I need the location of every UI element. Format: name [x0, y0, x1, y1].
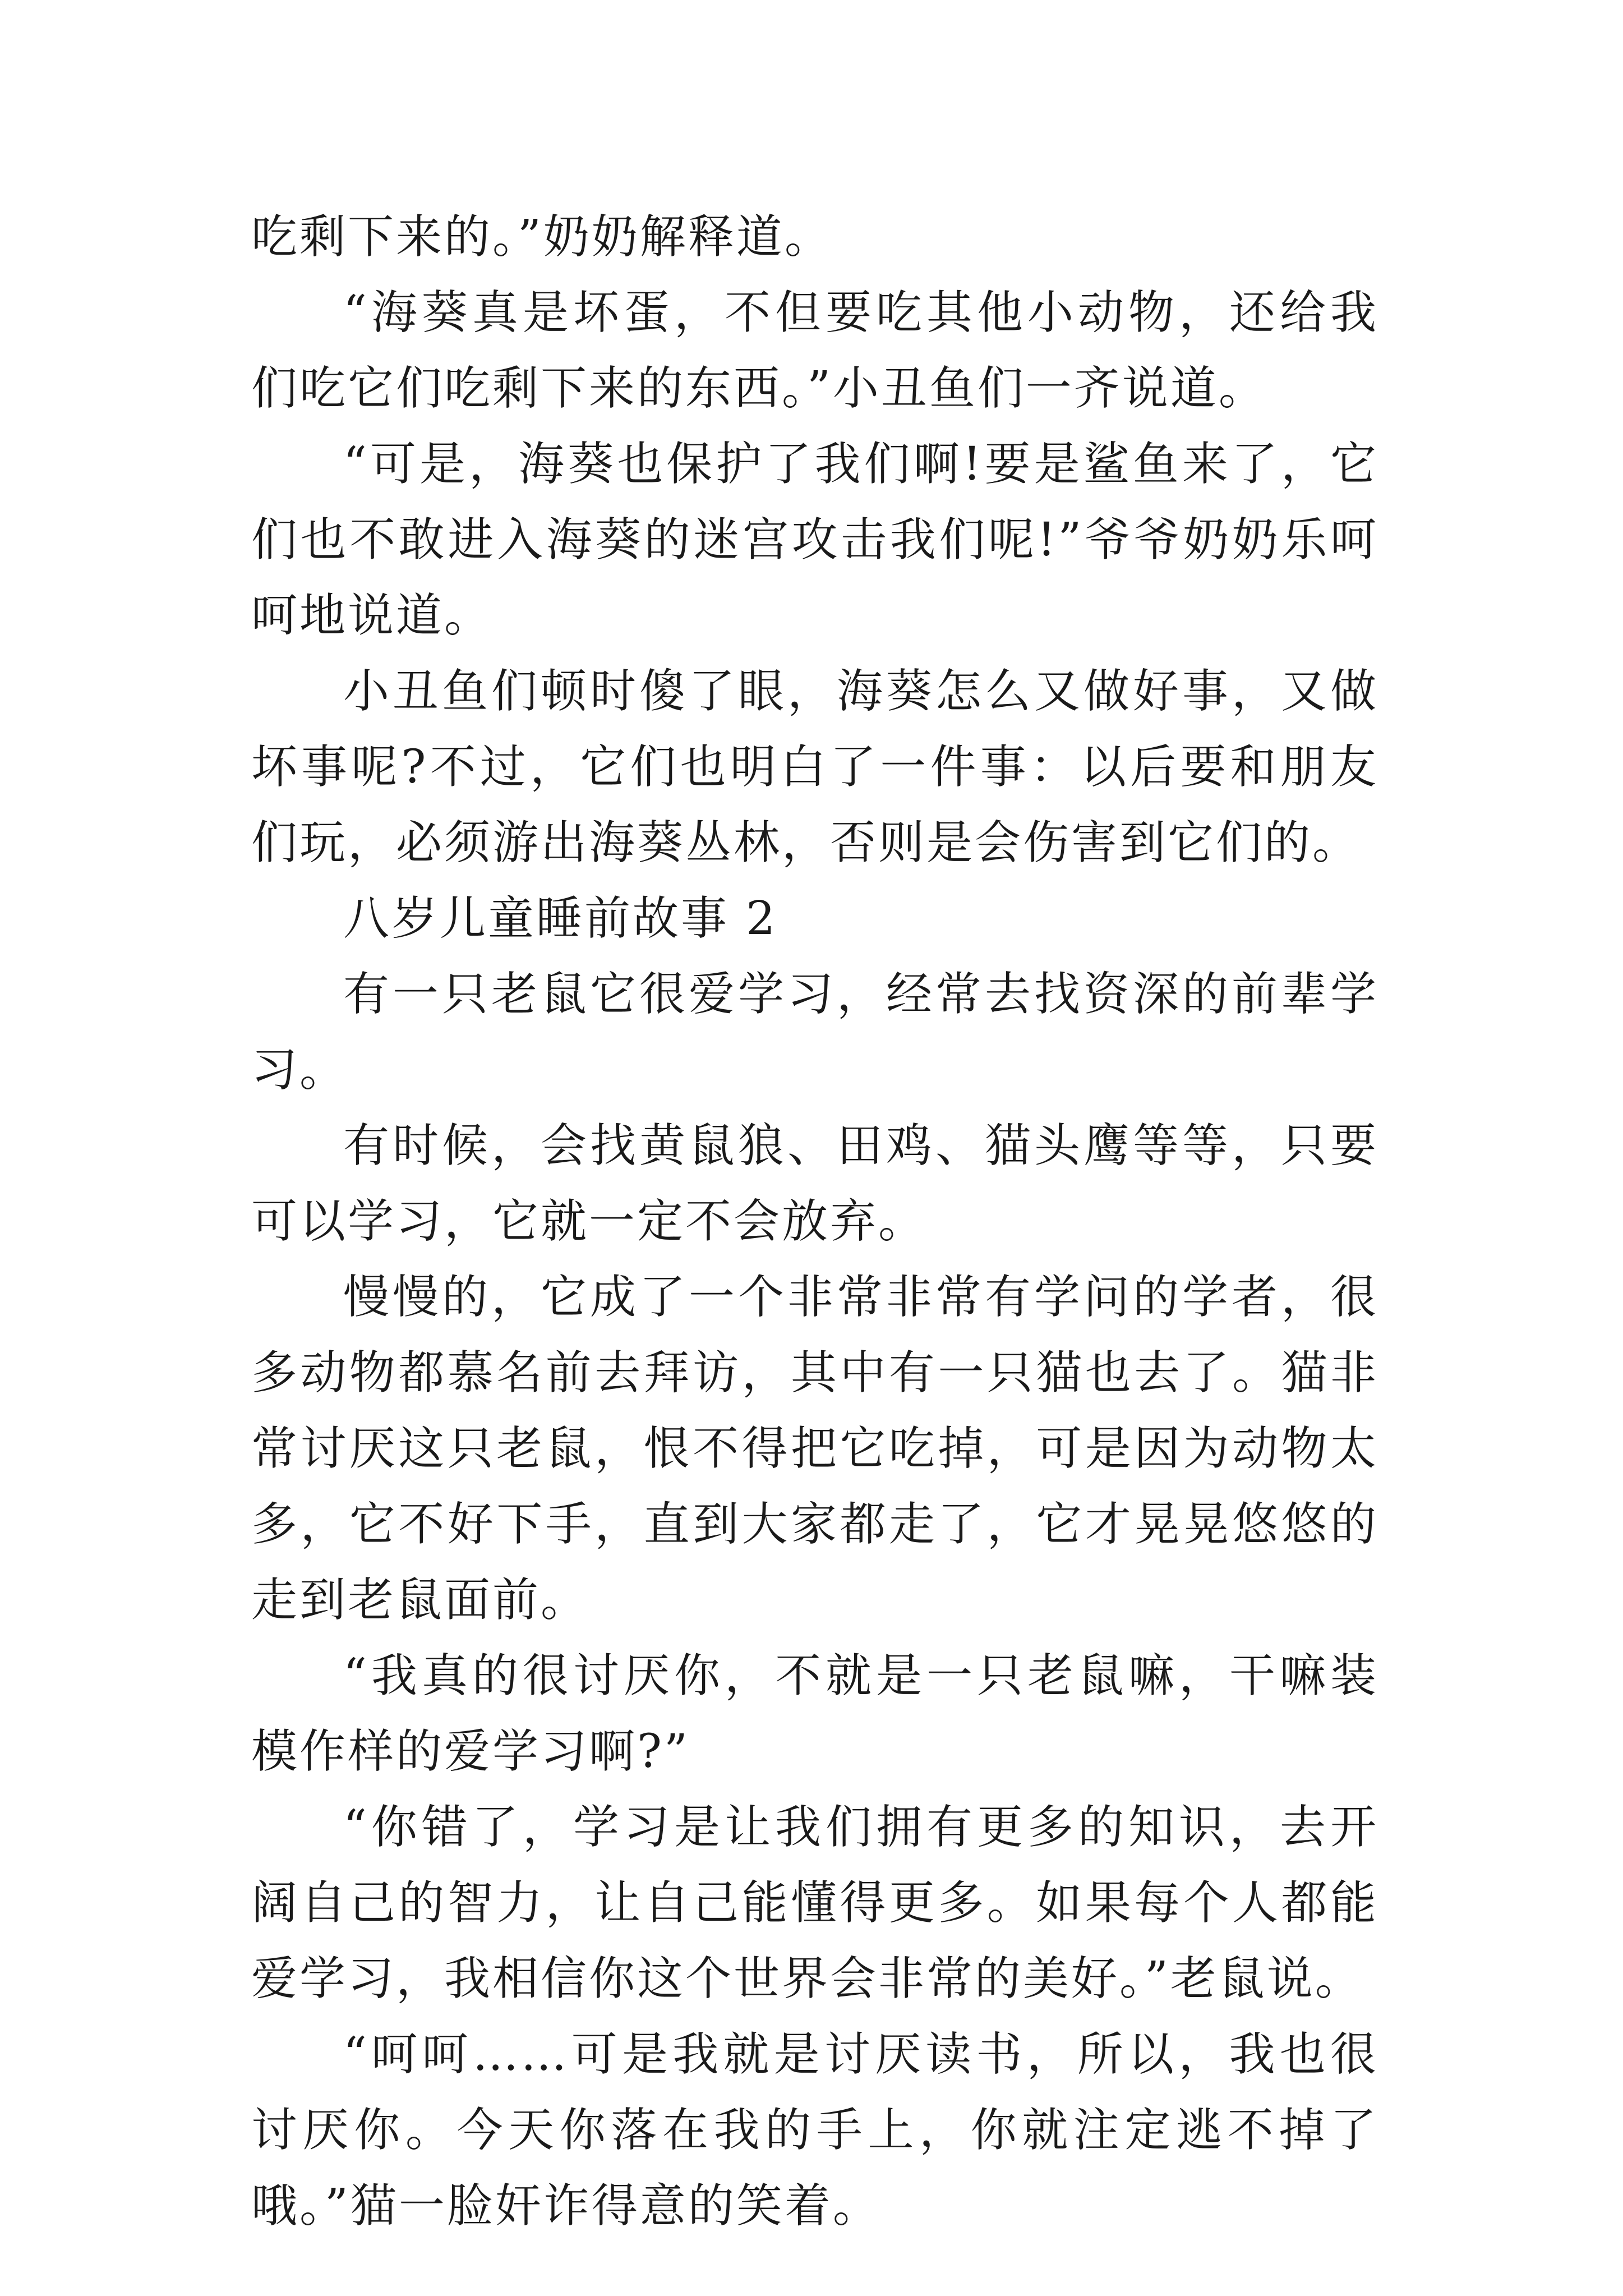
paragraph-cat-speaks: “我真的很讨厌你，不就是一只老鼠嘛，干嘛装模作样的爱学习啊?” [251, 1649, 1378, 1778]
paragraph-mouse-mentors: 有时候，会找黄鼠狼、田鸡、猫头鹰等等，只要可以学习，它就一定不会放弃。 [251, 1119, 1378, 1248]
paragraph-cat-visit: 慢慢的，它成了一个非常非常有学问的学者，很多动物都慕名前去拜访，其中有一只猫也去了。猫非常讨厌这只老鼠，恨不得把它吃掉，可是因为动物太多，它不好下手，直到大家都走了，它才晃晃悠悠的走到老鼠面前。 [251, 1271, 1378, 1627]
story-heading: 八岁儿童睡前故事 2 [343, 892, 778, 945]
paragraph-mouse-replies: “你错了，学习是让我们拥有更多的知识，去开阔自己的智力，让自己能懂得更多。如果每个人都能爱学习，我相信你这个世界会非常的美好。”老鼠说。 [251, 1801, 1378, 2005]
paragraph-clownfish-complain: “海葵真是坏蛋，不但要吃其他小动物，还给我们吃它们吃剩下来的东西。”小丑鱼们一齐说道。 [251, 286, 1378, 415]
paragraph-continuation: 吃剩下来的。”奶奶解释道。 [251, 210, 833, 264]
document-page [251, 199, 1378, 2244]
paragraph-mouse-intro: 有一只老鼠它很爱学习，经常去找资深的前辈学习。 [251, 968, 1378, 1097]
paragraph-cat-threat: “呵呵……可是我就是讨厌读书，所以，我也很讨厌你。今天你落在我的手上，你就注定逃不掉了哦。”猫一脸奸诈得意的笑着。 [251, 2028, 1378, 2233]
paragraph-grandparents-reply: “可是，海葵也保护了我们啊!要是鲨鱼来了，它们也不敢进入海葵的迷宫攻击我们呢!”爷爷奶奶乐呵呵地说道。 [251, 438, 1378, 642]
paragraph-clownfish-lesson: 小丑鱼们顿时傻了眼，海葵怎么又做好事，又做坏事呢?不过，它们也明白了一件事：以后要和朋友们玩，必须游出海葵丛林，否则是会伤害到它们的。 [251, 665, 1378, 869]
